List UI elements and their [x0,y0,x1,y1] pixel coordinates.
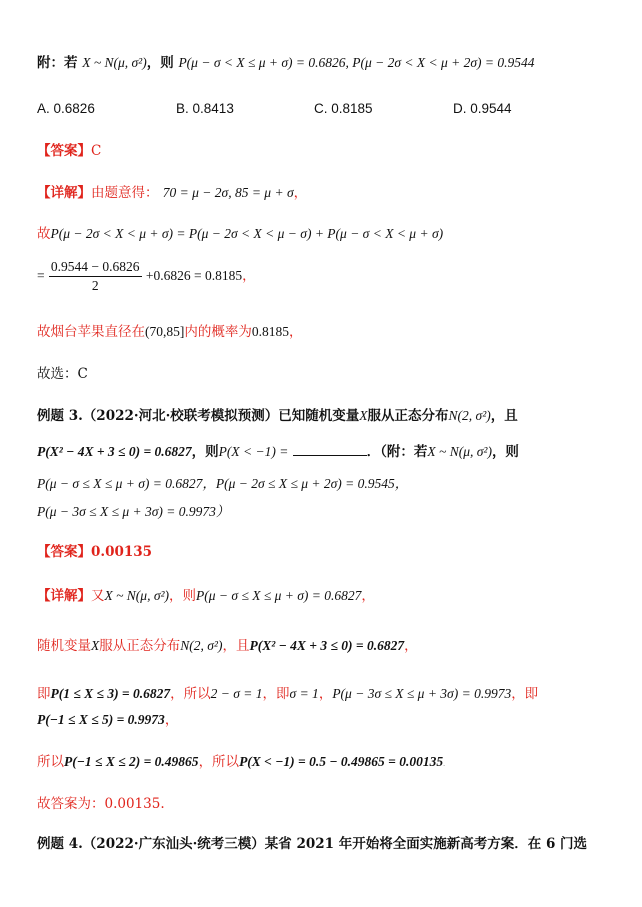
choice-1: 故选：C [37,366,88,382]
option-c-letter: C. [314,101,328,116]
conclusion-1 [37,322,303,342]
hint-formula: P(μ − σ < X ≤ μ + σ) = 0.6826, P(μ − 2σ < X < μ + 2σ) = 0.9544 [178,55,535,70]
suoyi-t1: 所以 [37,754,64,770]
ji-e1: P(1 ≤ X ≤ 3) = 0.6827 [50,686,171,701]
example-3-appendix: ．（附：若 [366,444,428,460]
example-3-line-2 [37,442,519,462]
example-3-source: （2022·河北·校联考模拟预测） [82,408,279,424]
example-3-line-1 [37,406,518,426]
conclusion-1-interval: (70,85] [145,324,185,339]
option-d [453,101,512,116]
ji-t1: 即 [37,686,51,702]
detail-1-eq: 70 = μ − 2σ, 85 = μ + σ [162,185,294,200]
example-3-var: X [359,408,368,423]
example-3-line-4: P(μ − 3σ ≤ X ≤ μ + 3σ) = 0.9973） [37,504,230,519]
conclusion-1-end: ， [289,324,303,340]
example-3-text1: 已知随机变量 [278,408,360,424]
suoyi-e2: P(X < −1) = 0.5 − 0.49865 = 0.00135 [239,754,444,769]
option-d-value: 0.9544 [470,101,512,116]
example-3-appendix-then: ，则 [491,444,519,460]
ji-t5: ，即 [511,686,539,702]
ji-e2: 2 − σ = 1 [210,686,263,701]
answer-1 [37,141,101,161]
detail-3-text: 又 [91,588,105,604]
fraction-end: ， [242,268,256,284]
example-3-text2: 服从正态分布 [367,408,449,424]
hint-line [37,53,535,73]
fraction-rest: +0.6826 = 0.8185 [145,268,243,283]
option-a [37,101,95,116]
answer-3 [37,542,152,562]
example-3-label: 例题 3. [37,408,83,424]
detail-1-label: 【详解】 [37,185,91,201]
suoyi-e1: P(−1 ≤ X ≤ 2) = 0.49865 [64,754,199,769]
random-variable-line [37,636,418,656]
ji-t4: ， [318,686,333,702]
hint-distribution: X ~ N(μ, σ²) [82,55,147,70]
hint-prefix: 附：若 [37,55,78,71]
fraction-denominator: 2 [91,278,99,293]
random-eq: P(X² − 4X + 3 ≤ 0) = 0.6827 [249,638,405,653]
random-text3: ，且 [222,638,250,654]
answer-blank [293,443,367,456]
example-4-text: 某省 2021 年开始将全面实施新高考方案．在 6 门选 [264,836,588,852]
suoyi-t2: ，所以 [198,754,240,770]
hint-mid: ，则 [146,55,174,71]
ji2-eq: P(−1 ≤ X ≤ 5) = 0.9973 [37,712,165,727]
example-4-line [37,834,587,854]
example-3-appendix-dist: X ~ N(μ, σ²) [427,444,492,459]
detail-3-label: 【详解】 [37,588,91,604]
option-c-value: 0.8185 [331,101,373,116]
answer-3-value: 0.00135 [91,544,153,560]
suoyi-end: . [443,761,446,768]
option-d-letter: D. [453,101,467,116]
example-3-line-3: P(μ − σ ≤ X ≤ μ + σ) = 0.6827，P(μ − 2σ ≤ X ≤ μ + 2σ) = 0.9545， [37,476,409,491]
example-3-condition: P(X² − 4X + 3 ≤ 0) = 0.6827 [37,444,192,459]
fraction-numerator: 0.9544 − 0.6826 [49,258,142,277]
example-4-label: 例题 4. [37,836,83,852]
ji-t2: ，所以 [170,686,211,702]
detail-3-eq2: P(μ − σ ≤ X ≤ μ + σ) = 0.6827 [196,588,362,603]
detail-3 [37,586,375,606]
random-end: ， [404,638,418,654]
fraction-eq-sign: = [37,268,45,283]
fraction-equation [37,258,256,295]
conclusion-1-text2: 内的概率为 [184,324,252,340]
option-a-value: 0.6826 [53,101,95,116]
random-text1: 随机变量 [37,638,91,654]
detail-3-end: ， [361,588,375,604]
ji-line [37,684,538,704]
example-3-question: P(X < −1) = [218,444,289,459]
conclusion-1-value: 0.8185 [251,324,289,339]
answer-1-label: 【答案】 [37,143,91,159]
suoyi-line [37,752,445,775]
detail-1-end: ， [293,185,308,201]
random-var: X [91,638,100,653]
ji-e4: P(μ − 3σ ≤ X ≤ μ + 3σ) = 0.9973 [332,686,512,701]
example-3-dist: N(2, σ²) [448,408,491,423]
gu-prefix: 故 [37,226,51,242]
probability-decomposition [37,224,443,244]
detail-3-text2: ，则 [169,588,197,604]
example-3-text3: ，且 [490,408,518,424]
option-b-value: 0.8413 [192,101,234,116]
option-c [314,101,373,116]
ji-line-2 [37,710,178,730]
option-b [176,101,234,116]
example-3-then: ，则 [191,444,219,460]
gu-equation: P(μ − 2σ < X < μ + σ) = P(μ − 2σ < X < μ − σ) + P(μ − σ < X < μ + σ) [50,226,444,241]
answer-1-value: C [91,143,102,159]
answer-3-label: 【答案】 [37,544,91,560]
detail-1-text: 由题意得： [91,185,159,201]
fraction [49,258,142,295]
option-a-letter: A. [37,101,50,116]
ji2-end: ， [164,712,179,728]
option-b-letter: B. [176,101,189,116]
random-text2: 服从正态分布 [99,638,181,654]
detail-1 [37,183,307,203]
random-dist: N(2, σ²) [180,638,223,653]
detail-3-eq1: X ~ N(μ, σ²) [104,588,170,603]
conclusion-1-text: 故烟台苹果直径在 [37,324,145,340]
final-answer-3: 故答案为：0.00135. [37,796,165,812]
ji-t3: ，即 [262,686,290,702]
example-4-source: （2022·广东汕头·统考三模） [82,836,265,852]
ji-e3: σ = 1 [289,686,319,701]
